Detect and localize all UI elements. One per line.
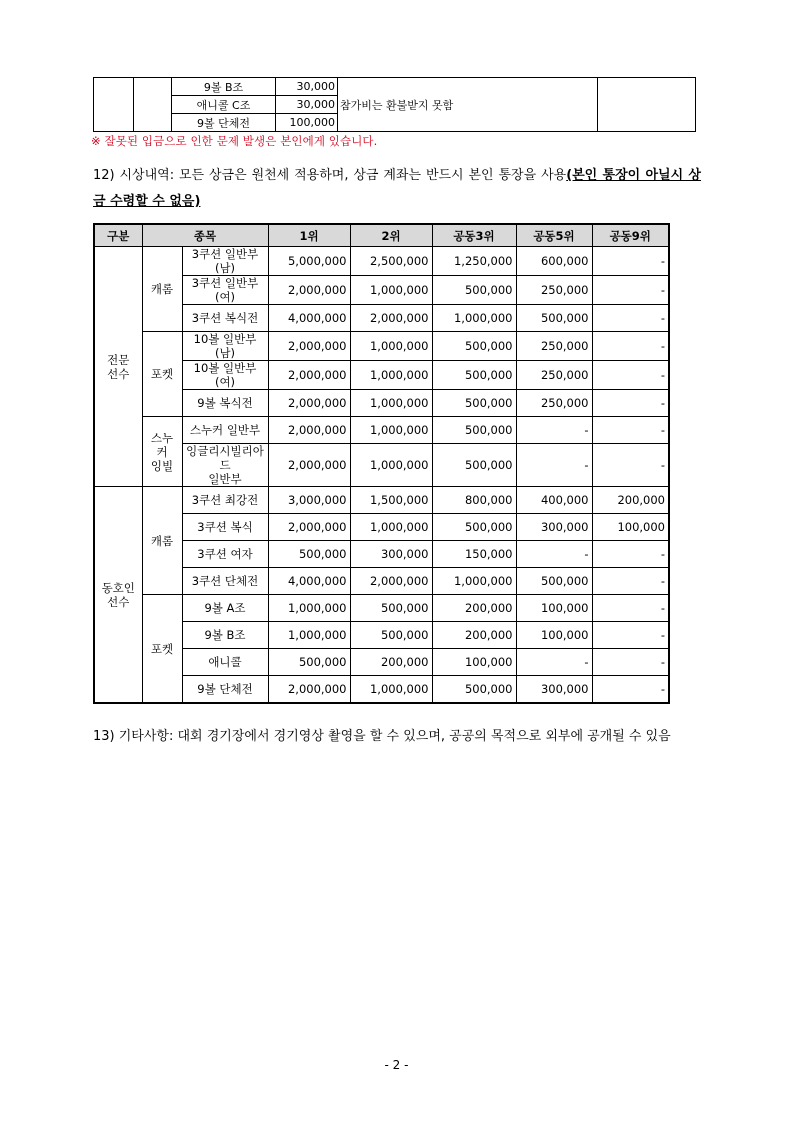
prize-cell: - (592, 305, 669, 332)
event-cell: 9볼 B조 (182, 622, 268, 649)
table-row (94, 247, 669, 276)
table-row (94, 417, 669, 444)
discipline-cell: 스누커 잉빌 (142, 417, 182, 487)
prize-cell: 1,000,000 (350, 417, 432, 444)
prize-cell: 300,000 (350, 541, 432, 568)
fee-cell: 100,000 (276, 114, 338, 132)
prize-cell: - (516, 417, 592, 444)
warning-note: ※ 잘못된 입금으로 인한 문제 발생은 본인에게 있습니다. (91, 134, 378, 148)
prize-table (93, 223, 670, 704)
header-5th: 공동5위 (516, 224, 592, 247)
prize-cell: - (592, 444, 669, 487)
prize-cell: - (592, 541, 669, 568)
event-cell: 9볼 단체전 (172, 114, 276, 132)
prize-cell: 2,000,000 (268, 444, 350, 487)
refund-note: 참가비는 환불받지 못함 (338, 78, 598, 132)
event-cell: 3쿠션 복식전 (182, 305, 268, 332)
table-row (94, 595, 669, 622)
prize-cell: - (516, 541, 592, 568)
event-cell: 3쿠션 복식 (182, 514, 268, 541)
prize-cell: 100,000 (516, 595, 592, 622)
event-cell: 10볼 일반부(여) (182, 361, 268, 390)
prize-cell: 500,000 (268, 541, 350, 568)
prize-cell: 2,000,000 (350, 305, 432, 332)
prize-cell: 3,000,000 (268, 487, 350, 514)
prize-cell: 200,000 (432, 595, 516, 622)
prize-cell: 500,000 (432, 390, 516, 417)
event-cell: 3쿠션 일반부(여) (182, 276, 268, 305)
prize-cell: 1,250,000 (432, 247, 516, 276)
event-cell: 스누커 일반부 (182, 417, 268, 444)
prize-cell: 150,000 (432, 541, 516, 568)
prize-cell: 500,000 (432, 676, 516, 704)
prize-cell: 500,000 (268, 649, 350, 676)
header-event: 종목 (142, 224, 268, 247)
prize-cell: - (592, 417, 669, 444)
section-12-bold-note: (본인 통장이 아닐시 상금 수령할 수 없음) (93, 168, 701, 209)
fee-cell: 30,000 (276, 96, 338, 114)
prize-cell: 1,000,000 (350, 676, 432, 704)
prize-cell: - (592, 247, 669, 276)
event-cell: 애니콜 (182, 649, 268, 676)
prize-cell: 4,000,000 (268, 305, 350, 332)
fee-table-continued (93, 77, 696, 132)
event-cell: 3쿠션 일반부(남) (182, 247, 268, 276)
prize-cell: 500,000 (432, 361, 516, 390)
event-cell: 3쿠션 여자 (182, 541, 268, 568)
prize-cell: - (592, 276, 669, 305)
event-cell: 애니콜 C조 (172, 96, 276, 114)
event-cell: 3쿠션 단체전 (182, 568, 268, 595)
prize-cell: 500,000 (432, 276, 516, 305)
prize-cell: - (592, 568, 669, 595)
prize-cell: 600,000 (516, 247, 592, 276)
prize-cell: 1,000,000 (432, 305, 516, 332)
prize-cell: 500,000 (516, 305, 592, 332)
prize-cell: 500,000 (432, 332, 516, 361)
prize-cell: - (592, 361, 669, 390)
prize-cell: 100,000 (432, 649, 516, 676)
prize-cell: - (516, 649, 592, 676)
prize-cell: - (516, 444, 592, 487)
prize-cell: 1,000,000 (350, 276, 432, 305)
prize-cell: 250,000 (516, 332, 592, 361)
event-cell: 잉글리시빌리아드 일반부 (182, 444, 268, 487)
prize-cell: 1,000,000 (432, 568, 516, 595)
prize-cell: - (592, 622, 669, 649)
prize-cell: 500,000 (432, 417, 516, 444)
fee-cell: 30,000 (276, 78, 338, 96)
page-number: - 2 - (384, 1058, 409, 1072)
header-9th: 공동9위 (592, 224, 669, 247)
section-13-misc: 13) 기타사항: 대회 경기장에서 경기영상 촬영을 할 수 있으며, 공공의 목적으로 외부에 공개될 수 있음 (93, 729, 671, 744)
header-2nd: 2위 (350, 224, 432, 247)
prize-cell: 2,500,000 (350, 247, 432, 276)
prize-cell: - (592, 649, 669, 676)
prize-cell: 2,000,000 (268, 361, 350, 390)
discipline-cell: 캐롬 (142, 247, 182, 332)
header-1st: 1위 (268, 224, 350, 247)
event-cell: 9볼 A조 (182, 595, 268, 622)
prize-cell: 2,000,000 (268, 276, 350, 305)
prize-cell: 2,000,000 (268, 514, 350, 541)
prize-cell: 1,500,000 (350, 487, 432, 514)
prize-cell: 2,000,000 (350, 568, 432, 595)
event-cell: 3쿠션 최강전 (182, 487, 268, 514)
prize-cell: - (592, 390, 669, 417)
prize-cell: 500,000 (432, 444, 516, 487)
prize-cell: 200,000 (592, 487, 669, 514)
header-3rd: 공동3위 (432, 224, 516, 247)
discipline-cell: 캐롬 (142, 487, 182, 595)
prize-cell: - (592, 332, 669, 361)
table-row (94, 487, 669, 514)
table-row (94, 332, 669, 361)
category-cell: 전문 선수 (94, 247, 142, 487)
prize-cell: - (592, 595, 669, 622)
prize-cell: 250,000 (516, 276, 592, 305)
prize-cell: 2,000,000 (268, 676, 350, 704)
discipline-cell: 포켓 (142, 332, 182, 417)
header-row (94, 224, 669, 247)
prize-cell: 500,000 (432, 514, 516, 541)
event-cell: 10볼 일반부(남) (182, 332, 268, 361)
event-cell: 9볼 단체전 (182, 676, 268, 704)
prize-cell: 1,000,000 (350, 514, 432, 541)
prize-cell: 300,000 (516, 676, 592, 704)
prize-cell: 500,000 (516, 568, 592, 595)
prize-cell: 100,000 (592, 514, 669, 541)
prize-cell: 500,000 (350, 595, 432, 622)
prize-cell: 1,000,000 (350, 361, 432, 390)
prize-cell: 1,000,000 (350, 444, 432, 487)
prize-cell: 2,000,000 (268, 332, 350, 361)
prize-cell: 4,000,000 (268, 568, 350, 595)
prize-cell: 250,000 (516, 361, 592, 390)
discipline-cell: 포켓 (142, 595, 182, 704)
prize-cell: 500,000 (350, 622, 432, 649)
prize-cell: 200,000 (432, 622, 516, 649)
prize-cell: 100,000 (516, 622, 592, 649)
event-cell: 9볼 복식전 (182, 390, 268, 417)
prize-cell: 2,000,000 (268, 417, 350, 444)
section-12-text: 12) 시상내역: 모든 상금은 원천세 적용하며, 상금 계좌는 반드시 본인 통장을 사용 (93, 168, 567, 183)
prize-cell: - (592, 676, 669, 704)
prize-cell: 300,000 (516, 514, 592, 541)
section-12-prizes (93, 163, 701, 215)
prize-cell: 200,000 (350, 649, 432, 676)
prize-cell: 800,000 (432, 487, 516, 514)
prize-cell: 250,000 (516, 390, 592, 417)
prize-cell: 5,000,000 (268, 247, 350, 276)
category-cell: 동호인 선수 (94, 487, 142, 704)
header-category: 구분 (94, 224, 142, 247)
event-cell: 9볼 B조 (172, 78, 276, 96)
prize-cell: 1,000,000 (268, 595, 350, 622)
table-row (94, 78, 696, 96)
prize-cell: 400,000 (516, 487, 592, 514)
prize-cell: 1,000,000 (350, 390, 432, 417)
prize-cell: 1,000,000 (268, 622, 350, 649)
prize-cell: 2,000,000 (268, 390, 350, 417)
prize-cell: 1,000,000 (350, 332, 432, 361)
